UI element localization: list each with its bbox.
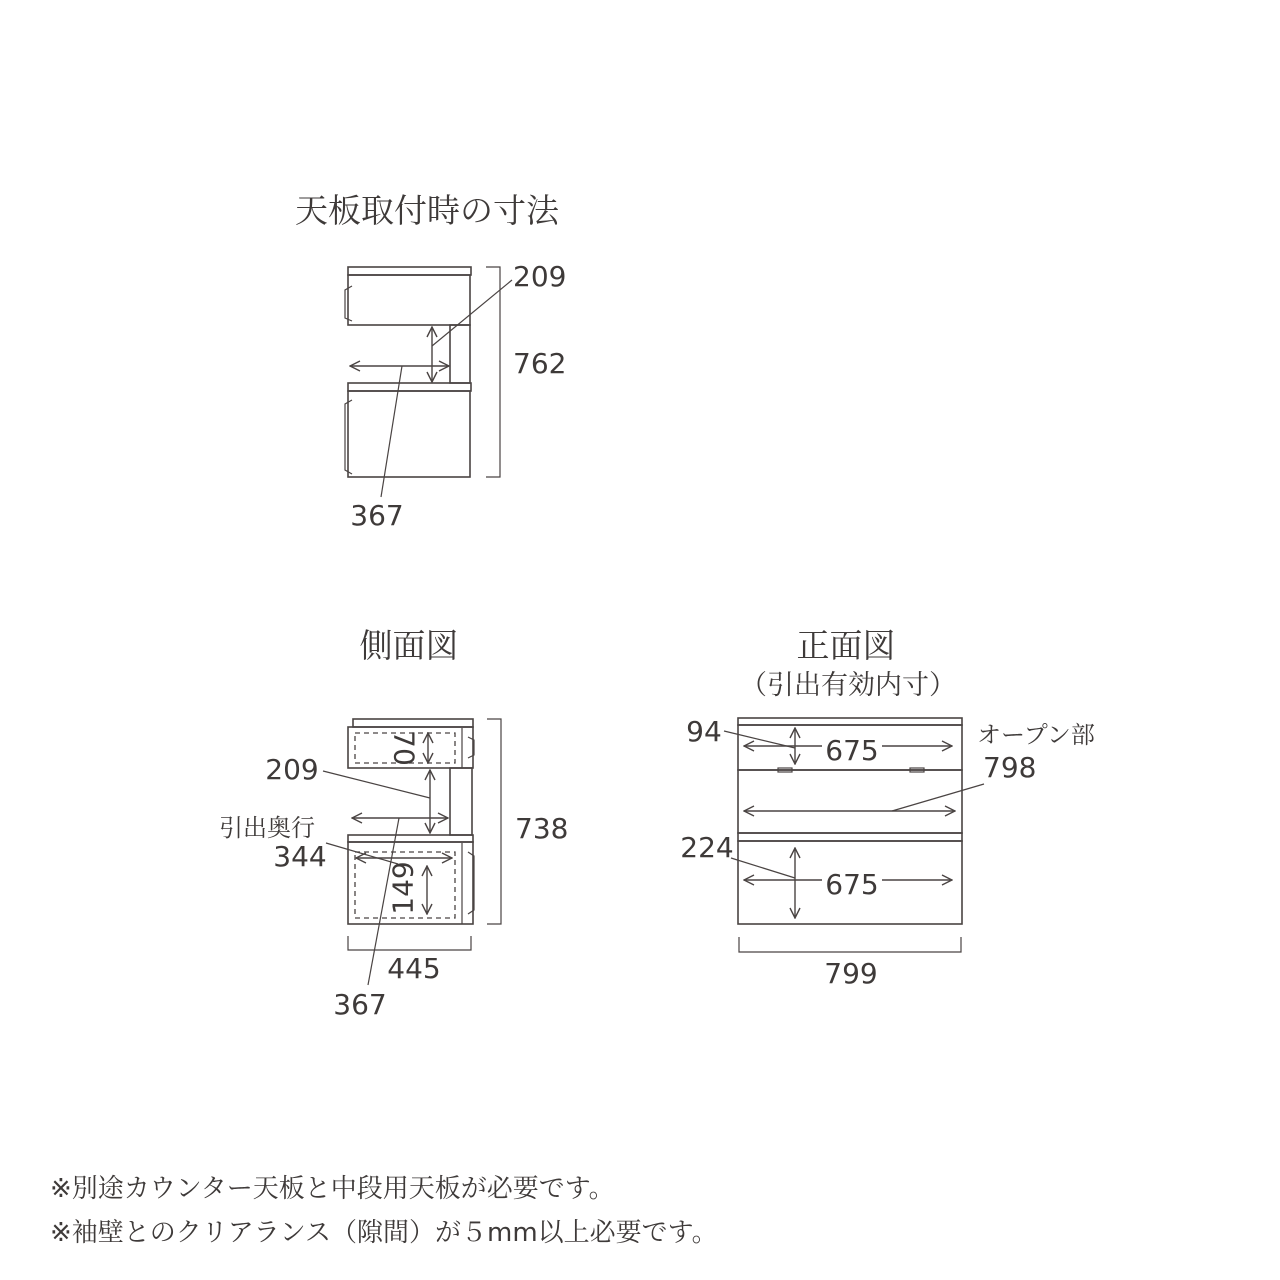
front-open-section — [738, 770, 962, 833]
top-view-title: 天板取付時の寸法 — [295, 191, 559, 230]
top-height-bracket — [486, 267, 500, 477]
side-view-title: 側面図 — [359, 626, 459, 665]
top-view — [295, 191, 566, 532]
side-gap-leader — [323, 771, 430, 798]
side-open-back — [450, 768, 472, 835]
front-dim-upper-width: 675 — [825, 734, 879, 767]
top-dim-depth: 367 — [350, 499, 404, 532]
note-counter-top: ※別途カウンター天板と中段用天板が必要です。 — [50, 1174, 615, 1204]
front-counter-top — [738, 718, 962, 725]
side-counter-top — [353, 719, 473, 727]
front-lower-height-leader — [731, 858, 795, 878]
side-dim-drawer-depth: 344 — [273, 840, 327, 873]
side-dim-depth: 367 — [333, 988, 387, 1021]
note-clearance: ※袖壁とのクリアランス（隙間）が５mm以上必要です。 — [50, 1218, 718, 1248]
side-view — [219, 626, 568, 1021]
side-dim-inner-upper: 70 — [387, 730, 421, 766]
front-dim-total-width: 799 — [824, 957, 878, 990]
side-dim-gap: 209 — [265, 753, 319, 786]
side-dim-width: 445 — [387, 952, 441, 985]
front-width-bracket — [739, 937, 961, 952]
side-label-drawer-depth: 引出奥行 — [219, 814, 315, 842]
side-middle-board — [348, 835, 473, 842]
front-view-subtitle: （引出有効内寸） — [740, 670, 956, 701]
side-width-bracket — [348, 936, 471, 950]
side-dim-height: 738 — [515, 812, 569, 845]
front-open-width-leader — [892, 784, 984, 811]
lower-drawer — [348, 391, 470, 477]
top-view-cabinet — [345, 267, 471, 477]
front-dim-upper-height: 94 — [686, 715, 722, 748]
front-dim-lower-width: 675 — [825, 868, 879, 901]
side-height-bracket — [487, 719, 501, 924]
front-dim-lower-height: 224 — [680, 831, 734, 864]
counter-top-board — [348, 267, 471, 275]
front-view-title: 正面図 — [796, 626, 896, 665]
front-label-open: オープン部 — [977, 721, 1095, 749]
front-view — [680, 626, 1095, 990]
top-dim-gap: 209 — [513, 260, 567, 293]
front-middle-board — [738, 833, 962, 841]
upper-drawer — [348, 275, 470, 325]
side-drawer-depth-leader — [326, 843, 398, 864]
front-dim-open-width: 798 — [983, 751, 1037, 784]
middle-board — [348, 383, 471, 391]
side-dim-inner-lower: 149 — [386, 861, 420, 915]
notes — [50, 1174, 718, 1248]
top-dim-height: 762 — [513, 347, 567, 380]
open-section-back — [450, 325, 470, 383]
